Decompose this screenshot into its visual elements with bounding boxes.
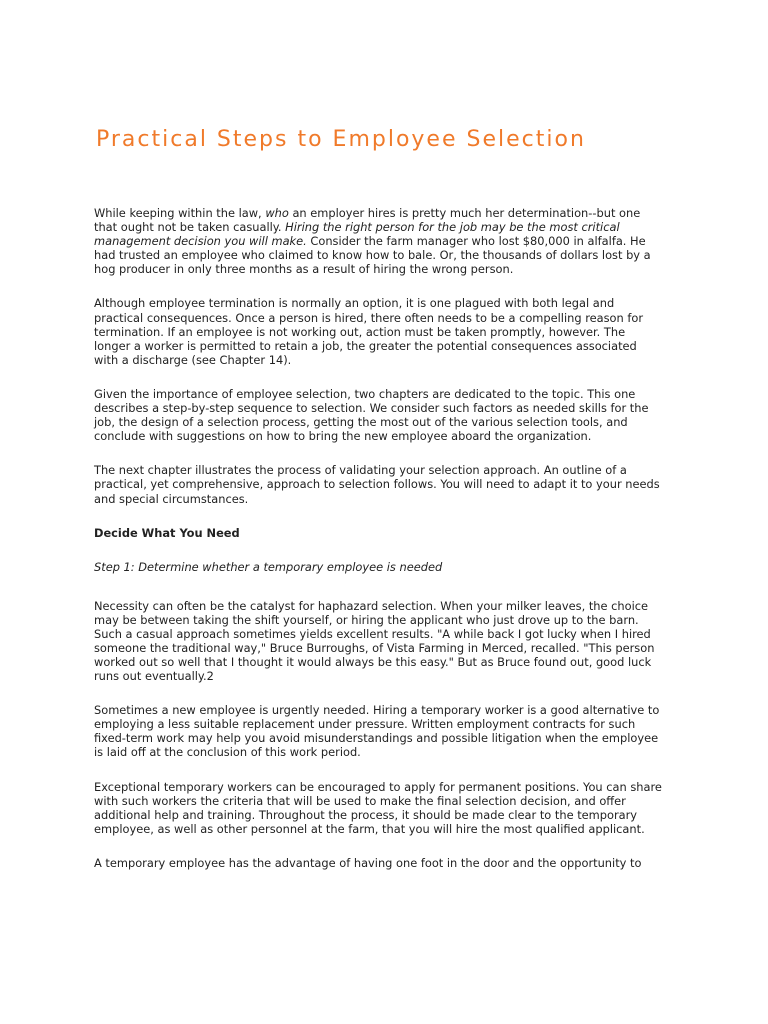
paragraph-intro-text-c: an employer hires is pretty much her determination--but one that ought not be taken casually.: [94, 206, 641, 235]
paragraph-exceptional: Exceptional temporary workers can be encouraged to apply for permanent positions. You can share with such workers the criteria that will be used to make the final selection decision, and offer additional help and training. Throughout the process, it should be made clear to the temporary employee, as well as other personnel at the farm, that you will hire the most qualified applicant.: [94, 779, 662, 836]
paragraph-temporary-advantage: A temporary employee has the advantage of having one foot in the door and the opportunity to: [94, 855, 642, 870]
step-heading: Step 1: Determine whether a temporary employee is needed: [94, 559, 443, 574]
paragraph-next-chapter: The next chapter illustrates the process of validating your selection approach. An outline of a practical, yet comprehensive, approach to selection follows. You will need to adapt it to your needs and special circumstances.: [94, 463, 660, 506]
paragraph-intro: [94, 206, 664, 276]
paragraph-urgent: Sometimes a new employee is urgently needed. Hiring a temporary worker is a good alternative to employing a less suitable replacement under pressure. Written employment contracts for such fixed-term work may help you avoid misunderstandings and possible litigation when the employee is laid off at the conclusion of this work period.: [94, 703, 660, 760]
paragraph-importance: Given the importance of employee selection, two chapters are dedicated to the topic. This one describes a step-by-step sequence to selection. We consider such factors as needed skills for the job, the design of a selection process, getting the most out of the various selection tools, and conclude with suggestions on how to bring the new employee aboard the organization.: [94, 386, 649, 444]
paragraph-intro-emphasis-critical: Hiring the right person for the job may be the most critical management decision you will make.: [94, 220, 620, 249]
paragraph-termination: Although employee termination is normally an option, it is one plagued with both legal and practical consequences. Once a person is hired, there often needs to be a compelling reason for termination. If an employee is not working out, action must be taken promptly, however. The longer a worker is permitted to retain a job, the greater the potential consequences associated with a discharge (see Chapter 14).: [94, 296, 644, 367]
paragraph-necessity: Necessity can often be the catalyst for haphazard selection. When your milker leaves, the choice may be between taking the shift yourself, or hiring the applicant who just drove up to the barn. Such a casual approach sometimes yields excellent results. "A while back I got lucky when I hired someone the traditional way," Bruce Burroughs, of Vista Farming in Merced, recalled. "This person worked out so well that I thought it would always be this easy." But as Bruce found out, good luck runs out eventually.2: [94, 598, 655, 684]
document-body: [94, 206, 664, 890]
document-title: Practical Steps to Employee Selection: [96, 127, 586, 152]
section-heading: Decide What You Need: [94, 525, 240, 540]
paragraph-intro-text-a: While keeping within the law,: [94, 206, 266, 220]
paragraph-intro-emphasis-who: who: [265, 206, 289, 220]
paragraph-intro-text-e: Consider the farm manager who lost $80,000 in alfalfa. He had trusted an employee who claimed to know how to bale. Or, the thousands of dollars lost by a hog producer in only three months as a result of hiring the wrong person.: [94, 234, 651, 277]
